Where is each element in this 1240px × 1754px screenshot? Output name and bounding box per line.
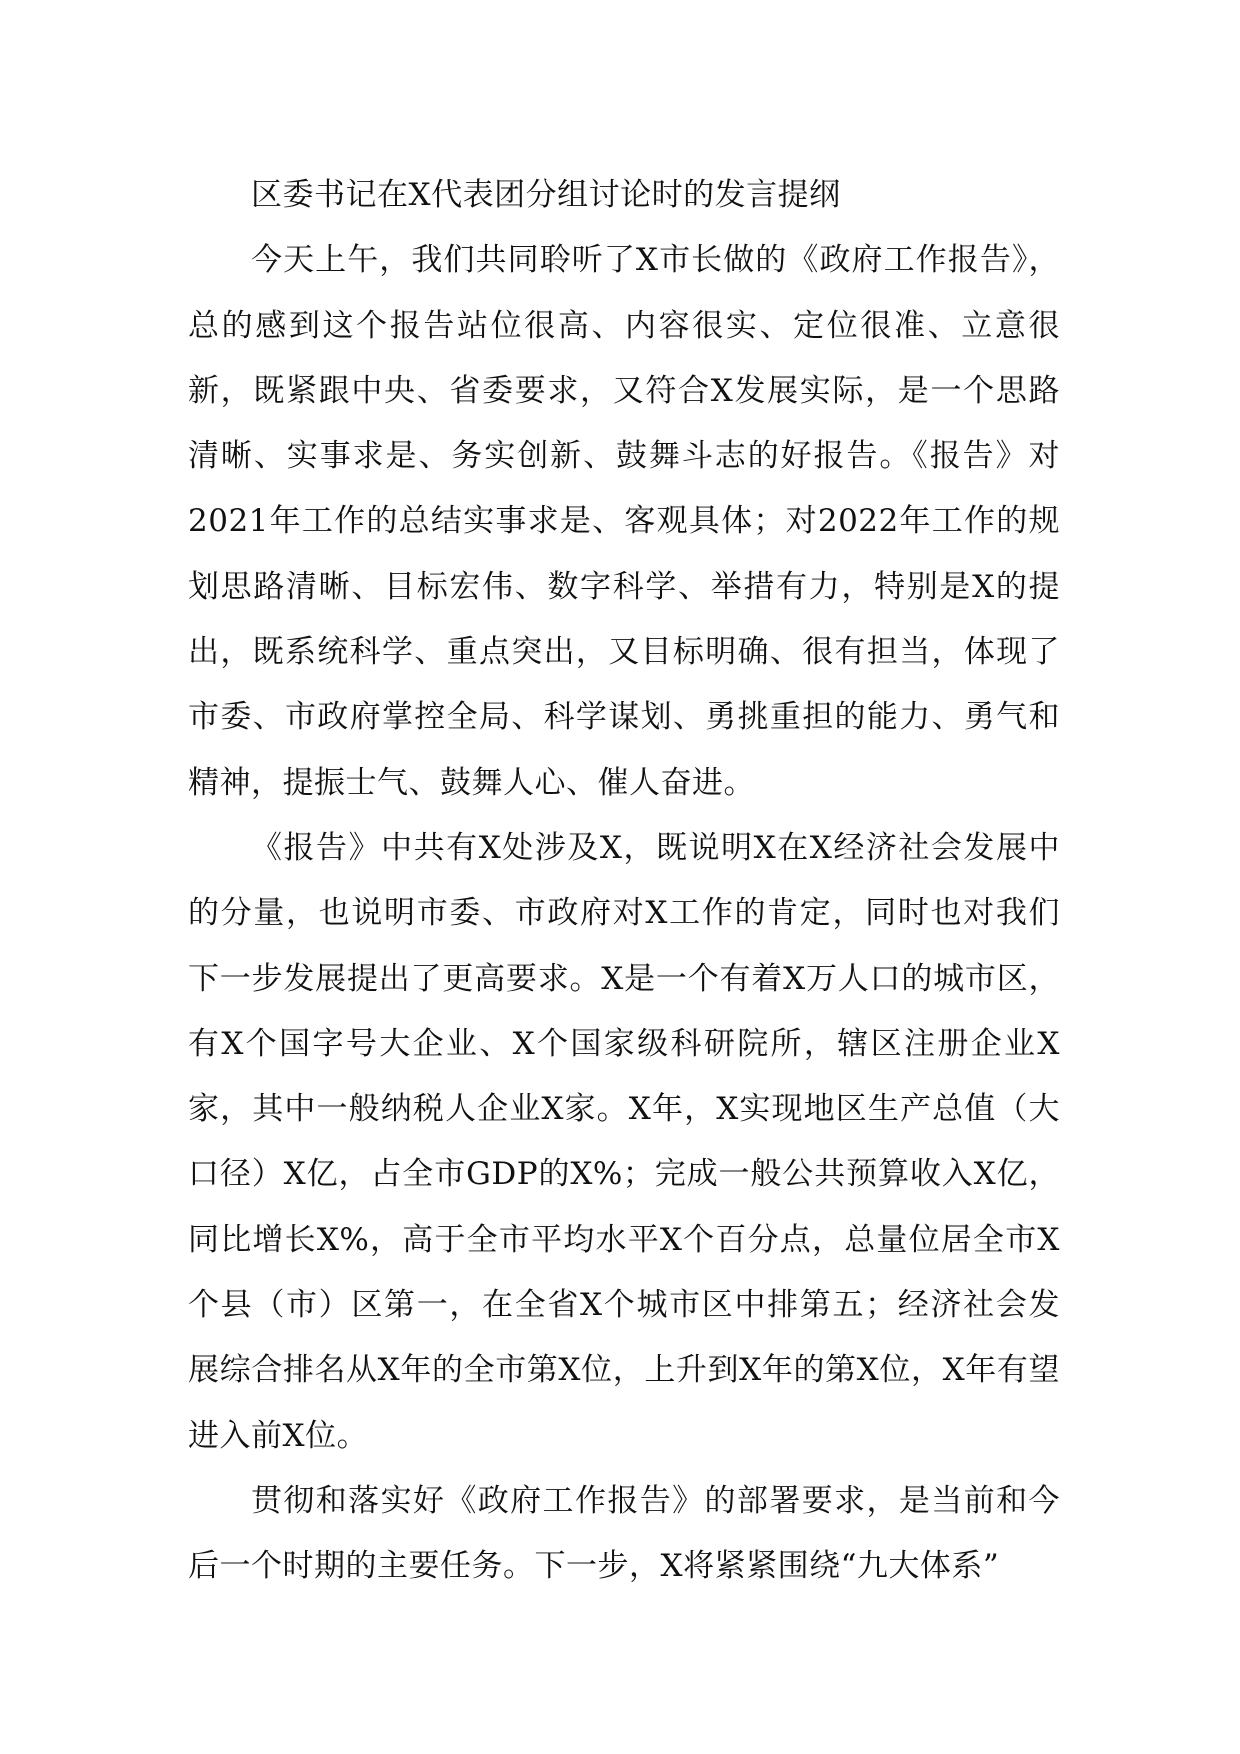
document-body [188,163,1060,1600]
paragraph-1: 今天上午，我们共同聆听了X市长做的《政府工作报告》，总的感到这个报告站位很高、内容很实、定位很准、立意很新，既紧跟中央、省委要求，又符合X发展实际，是一个思路清晰、实事求是、务实创新、鼓舞斗志的好报告。《报告》对2021年工作的总结实事求是、客观具体；对2022年工作的规划思路清晰、目标宏伟、数字科学、举措有力，特别是X的提出，既系统科学、重点突出，又目标明确、很有担当，体现了市委、市政府掌控全局、科学谋划、勇挑重担的能力、勇气和精神，提振士气、鼓舞人心、催人奋进。 [188,242,1060,801]
paragraph-2: 《报告》中共有X处涉及X，既说明X在X经济社会发展中的分量，也说明市委、市政府对X工作的肯定，同时也对我们下一步发展提出了更高要求。X是一个有着X万人口的城市区，有X个国字号大企业、X个国家级科研院所，辖区注册企业X家，其中一般纳税人企业X家。X年，X实现地区生产总值（大口径）X亿，占全市GDP的X%；完成一般公共预算收入X亿，同比增长X%，高于全市平均水平X个百分点，总量位居全市X个县（市）区第一，在全省X个城市区中排第五；经济社会发展综合排名从X年的全市第X位，上升到X年的第X位，X年有望进入前X位。 [188,829,1060,1454]
paragraph-3: 贯彻和落实好《政府工作报告》的部署要求，是当前和今后一个时期的主要任务。下一步，X将紧紧围绕“九大体系” [188,1482,1060,1585]
document-title: 区委书记在X代表团分组讨论时的发言提纲 [251,177,841,213]
